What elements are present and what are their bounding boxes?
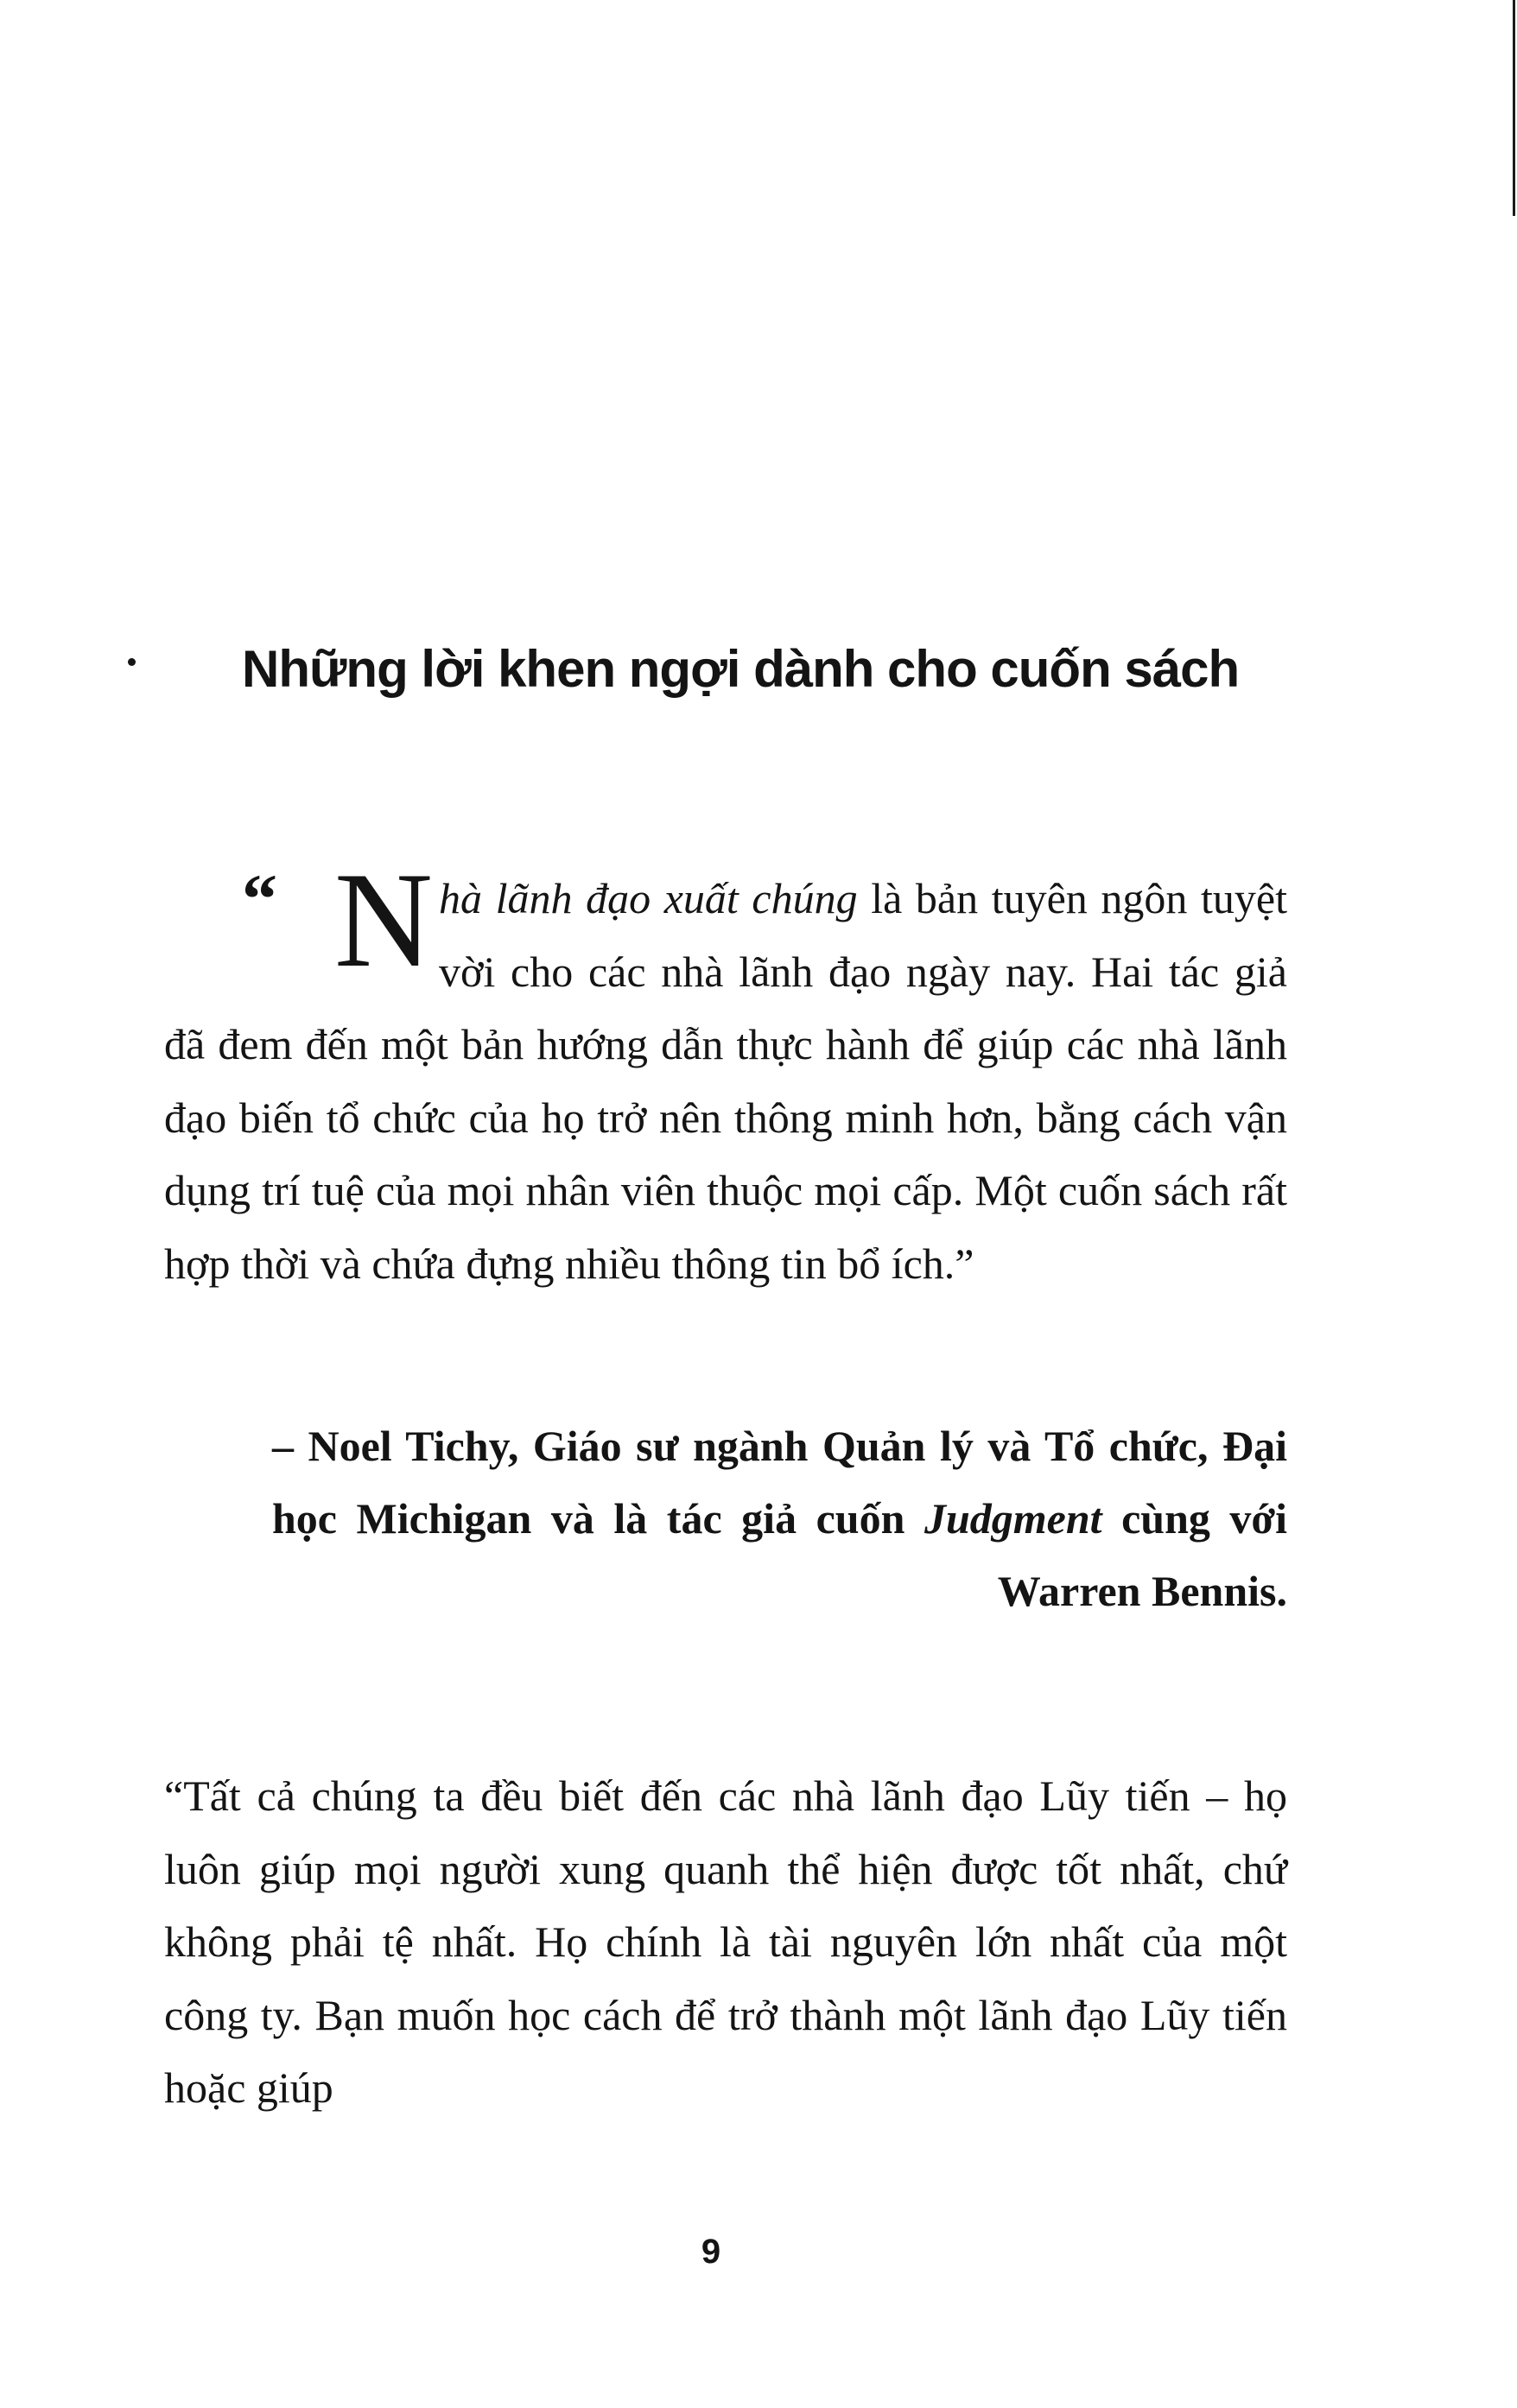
testimonial-attribution-1 (272, 1410, 1287, 1627)
quote1-body: là bản tuyên ngôn tuyệt vời cho các nhà lãnh đạo ngày nay. Hai tác giả đã đem đến một bản hướng dẫn thực hành để giúp các nhà lãnh đạo biến tổ chức của họ trở nên thông minh hơn, bằng cách vận dụng trí tuệ của mọi nhân viên thuộc mọi cấp. Một cuốn sách rất hợp thời và chứa đựng nhiều thông tin bổ ích.” (164, 874, 1287, 1288)
attribution1-book-title: Judgment (924, 1494, 1102, 1543)
testimonial-quote-2: “Tất cả chúng ta đều biết đến các nhà lãnh đạo Lũy tiến – họ luôn giúp mọi người xung quanh thể hiện được tốt nhất, chứ không phải tệ nhất. Họ chính là tài nguyên lớn nhất của một công ty. Bạn muốn học cách để trở thành một lãnh đạo Lũy tiến hoặc giúp (164, 1771, 1287, 2112)
attribution1-suffix: cùng với Warren Bennis. (997, 1494, 1287, 1615)
attribution1-prefix: – Noel Tichy, Giáo sư ngành Quản lý và Tổ chức, Đại học Michigan và là tác giả cuốn (272, 1422, 1287, 1543)
testimonial-quote-1 (164, 845, 1287, 1375)
open-quote-mark: “ (242, 859, 272, 938)
stray-dot (128, 658, 136, 666)
drop-cap-letter: N (333, 845, 434, 996)
section-heading: Những lời khen ngợi dành cho cuốn sách (242, 640, 1240, 698)
page-edge-line (1513, 0, 1515, 216)
page-number: 9 (701, 2233, 721, 2271)
quote1-italic-lead: hà lãnh đạo xuất chúng (439, 874, 858, 922)
